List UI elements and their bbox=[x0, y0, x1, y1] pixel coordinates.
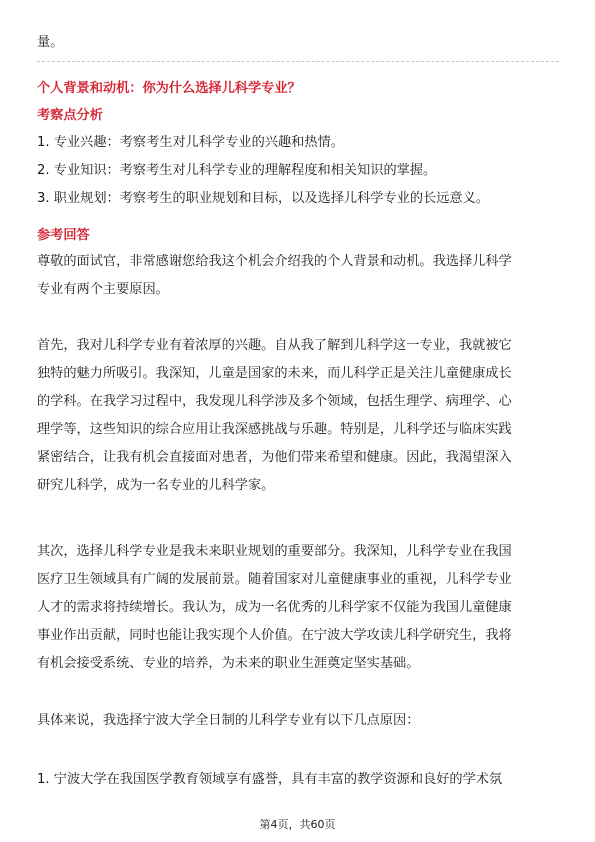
answer-paragraph-line: 具体来说，我选择宁波大学全日制的儿科学专业有以下几点原因： bbox=[37, 713, 420, 728]
answer-paragraph-line: 专业有两个主要原因。 bbox=[37, 282, 169, 297]
answer-paragraph-line: 事业作出贡献，同时也能让我实现个人价值。在宁波大学攻读儿科学研究生，我将 bbox=[37, 628, 512, 643]
answer-heading: 参考回答 bbox=[37, 228, 90, 243]
answer-paragraph-line: 研究儿科学，成为一名专业的儿科学家。 bbox=[37, 478, 275, 493]
section-divider bbox=[37, 61, 559, 62]
answer-paragraph-line: 的学科。在我学习过程中，我发现儿科学涉及多个领域，包括生理学、病理学、心 bbox=[37, 394, 512, 409]
answer-paragraph-line: 1. 宁波大学在我国医学教育领域享有盛誉，具有丰富的教学资源和良好的学术氛 bbox=[37, 772, 503, 787]
answer-paragraph-line: 尊敬的面试官，非常感谢您给我这个机会介绍我的个人背景和动机。我选择儿科学 bbox=[37, 254, 512, 269]
question-title: 个人背景和动机：你为什么选择儿科学专业？ bbox=[37, 81, 301, 96]
answer-paragraph-line: 有机会接受系统、专业的培养，为未来的职业生涯奠定坚实基础。 bbox=[37, 656, 420, 671]
analysis-item: 1. 专业兴趣：考察考生对儿科学专业的兴趣和热情。 bbox=[37, 135, 344, 150]
top-fragment-text: 量。 bbox=[37, 35, 64, 50]
analysis-heading: 考察点分析 bbox=[37, 108, 103, 123]
answer-paragraph-line: 人才的需求将持续增长。我认为，成为一名优秀的儿科学家不仅能为我国儿童健康 bbox=[37, 600, 512, 615]
answer-paragraph-line: 其次，选择儿科学专业是我未来职业规划的重要部分。我深知，儿科学专业在我国 bbox=[37, 544, 512, 559]
answer-paragraph-line: 医疗卫生领域具有广阔的发展前景。随着国家对儿童健康事业的重视，儿科学专业 bbox=[37, 572, 512, 587]
analysis-item: 3. 职业规划：考察考生的职业规划和目标，以及选择儿科学专业的长远意义。 bbox=[37, 191, 489, 206]
answer-paragraph-line: 理学等，这些知识的综合应用让我深感挑战与乐趣。特别是，儿科学还与临床实践 bbox=[37, 422, 512, 437]
answer-paragraph-line: 首先，我对儿科学专业有着浓厚的兴趣。自从我了解到儿科学这一专业，我就被它 bbox=[37, 338, 512, 353]
analysis-item: 2. 专业知识：考察考生对儿科学专业的理解程度和相关知识的掌握。 bbox=[37, 163, 437, 178]
page-footer: 第4页，共60页 bbox=[259, 818, 336, 831]
answer-paragraph-line: 紧密结合，让我有机会直接面对患者，为他们带来希望和健康。因此，我渴望深入 bbox=[37, 450, 512, 465]
answer-paragraph-line: 独特的魅力所吸引。我深知，儿童是国家的未来，而儿科学正是关注儿童健康成长 bbox=[37, 366, 512, 381]
